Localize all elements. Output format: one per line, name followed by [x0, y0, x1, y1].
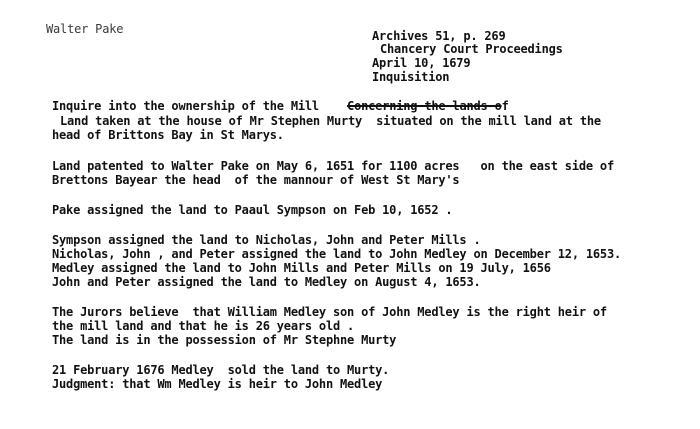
document-name: Walter Pake	[46, 22, 124, 36]
patent-line-2: Brettons Bayear the head of the mannour of West St Mary's	[52, 173, 460, 187]
inquire-line-1-struck: Concerning the lands o	[347, 99, 502, 113]
assign2-line-2: Nicholas, John , and Peter assigned the land to John Medley on December 12, 1653.	[52, 247, 621, 261]
sale-line-1: 21 February 1676 Medley sold the land to Murty.	[52, 363, 390, 377]
citation-type: Inquisition	[372, 70, 450, 84]
assign2-line-1: Sympson assigned the land to Nicholas, John and Peter Mills .	[52, 233, 481, 247]
inquire-line-1-tail: f	[501, 99, 509, 113]
inquire-line-2: Land taken at the house of Mr Stephen Murty situated on the mill land at the	[60, 114, 601, 128]
citation-archive: Archives 51, p. 269	[372, 29, 506, 43]
assign1-line-1: Pake assigned the land to Paaul Sympson on Feb 10, 1652 .	[52, 203, 453, 217]
jurors-line-2: the mill land and that he is 26 years old .	[52, 319, 355, 333]
jurors-line-1: The Jurors believe that William Medley son of John Medley is the right heir of	[52, 305, 607, 319]
patent-line-1: Land patented to Walter Pake on May 6, 1651 for 1100 acres on the east side of	[52, 159, 614, 173]
assign2-line-3: Medley assigned the land to John Mills and Peter Mills on 19 July, 1656	[52, 261, 551, 275]
inquire-line-1	[52, 100, 509, 113]
citation-court: Chancery Court Proceedings	[380, 42, 563, 56]
jurors-line-3: The land is in the possession of Mr Stephne Murty	[52, 333, 397, 347]
citation-date: April 10, 1679	[372, 56, 471, 70]
inquire-line-1-main: Inquire into the ownership of the Mill	[52, 99, 319, 113]
inquire-line-3: head of Brittons Bay in St Marys.	[52, 128, 284, 142]
assign2-line-4: John and Peter assigned the land to Medley on August 4, 1653.	[52, 275, 481, 289]
judgment-line: Judgment: that Wm Medley is heir to John Medley	[52, 377, 383, 391]
